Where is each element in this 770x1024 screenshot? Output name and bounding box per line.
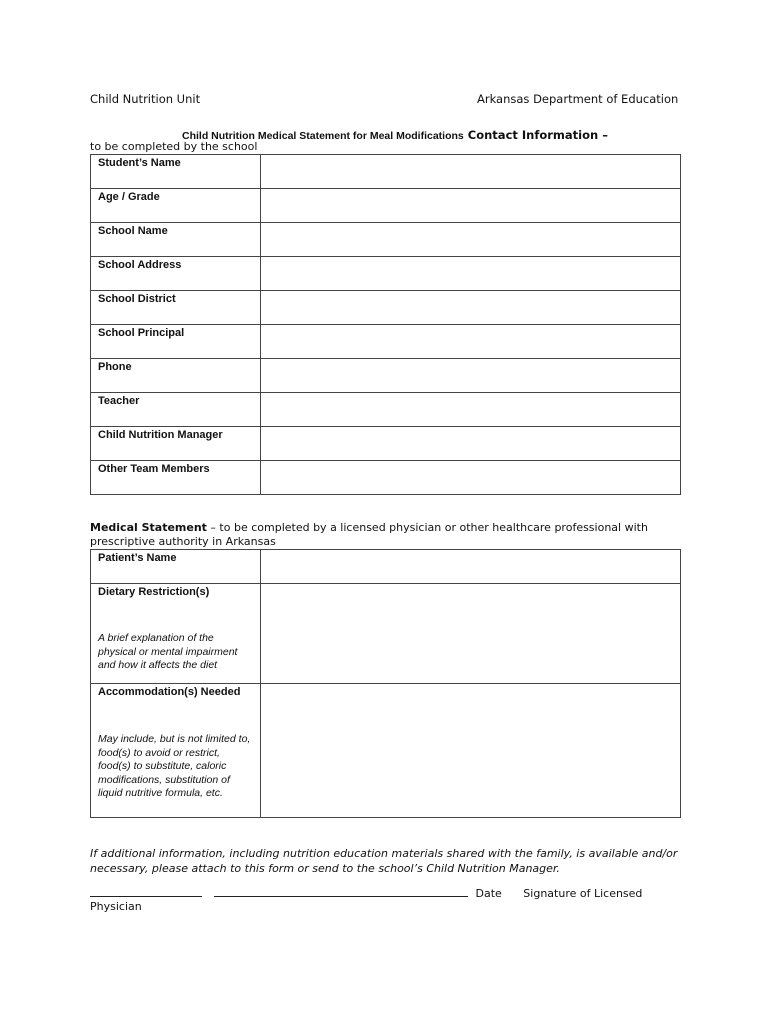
table-row (91, 393, 681, 427)
date-label: Date (475, 887, 502, 900)
student-name-field[interactable] (261, 155, 681, 189)
dietary-restriction-note: A brief explanation of the physical or mental impairment and how it affects the diet (98, 632, 238, 671)
patient-name-label: Patient’s Name (91, 550, 261, 584)
table-row (91, 155, 681, 189)
school-principal-field[interactable] (261, 325, 681, 359)
teacher-label: Teacher (91, 393, 261, 427)
table-row (91, 427, 681, 461)
child-nutrition-manager-label: Child Nutrition Manager (91, 427, 261, 461)
medical-statement-heading: Medical Statement (90, 521, 207, 534)
patient-name-field[interactable] (261, 550, 681, 584)
accommodation-cell (91, 684, 261, 818)
school-district-field[interactable] (261, 291, 681, 325)
contact-info-heading: Contact Information – (467, 128, 608, 142)
accommodation-note: May include, but is not limited to, food(s) to avoid or restrict, food(s) to substitute, caloric modifications, substitution of liquid nutritive formula, etc. (98, 733, 251, 799)
form-title-main: Child Nutrition Medical Statement for Meal Modifications (182, 130, 464, 142)
contact-subtitle: to be completed by the school (90, 140, 258, 153)
school-principal-label: School Principal (91, 325, 261, 359)
table-row (91, 325, 681, 359)
header-department: Arkansas Department of Education (477, 92, 679, 106)
table-row (91, 257, 681, 291)
physician-label: Physician (90, 900, 142, 913)
dietary-restriction-label: Dietary Restriction(s) (98, 586, 210, 598)
phone-field[interactable] (261, 359, 681, 393)
table-row (91, 359, 681, 393)
phone-label: Phone (91, 359, 261, 393)
medical-statement-table (90, 549, 681, 818)
table-row (91, 223, 681, 257)
table-row (91, 291, 681, 325)
table-row (91, 461, 681, 495)
age-grade-field[interactable] (261, 189, 681, 223)
signature-label: Signature of Licensed (523, 887, 643, 900)
table-row (91, 684, 681, 818)
signature-line[interactable] (214, 886, 468, 897)
child-nutrition-manager-field[interactable] (261, 427, 681, 461)
accommodation-field[interactable] (261, 684, 681, 818)
table-row (91, 584, 681, 684)
other-team-members-field[interactable] (261, 461, 681, 495)
signature-row (90, 886, 710, 900)
school-name-label: School Name (91, 223, 261, 257)
dietary-restriction-cell (91, 584, 261, 684)
age-grade-label: Age / Grade (91, 189, 261, 223)
school-address-field[interactable] (261, 257, 681, 291)
dietary-restriction-field[interactable] (261, 584, 681, 684)
school-name-field[interactable] (261, 223, 681, 257)
header-unit: Child Nutrition Unit (90, 92, 201, 106)
other-team-members-label: Other Team Members (91, 461, 261, 495)
student-name-label: Student’s Name (91, 155, 261, 189)
additional-info-note: If additional information, including nutrition education materials shared with the family, is available and/or necessary, please attach to this form or send to the school’s Child Nutrition Manager. (90, 847, 678, 875)
date-line[interactable] (90, 886, 202, 897)
table-row (91, 189, 681, 223)
school-address-label: School Address (91, 257, 261, 291)
table-row (91, 550, 681, 584)
contact-info-table (90, 154, 681, 495)
school-district-label: School District (91, 291, 261, 325)
medical-statement-description: – to be completed by a licensed physician or other healthcare professional with prescriptive authority in Arkansas (90, 521, 648, 548)
medical-statement-intro (90, 521, 690, 549)
teacher-field[interactable] (261, 393, 681, 427)
accommodation-label: Accommodation(s) Needed (98, 686, 241, 698)
